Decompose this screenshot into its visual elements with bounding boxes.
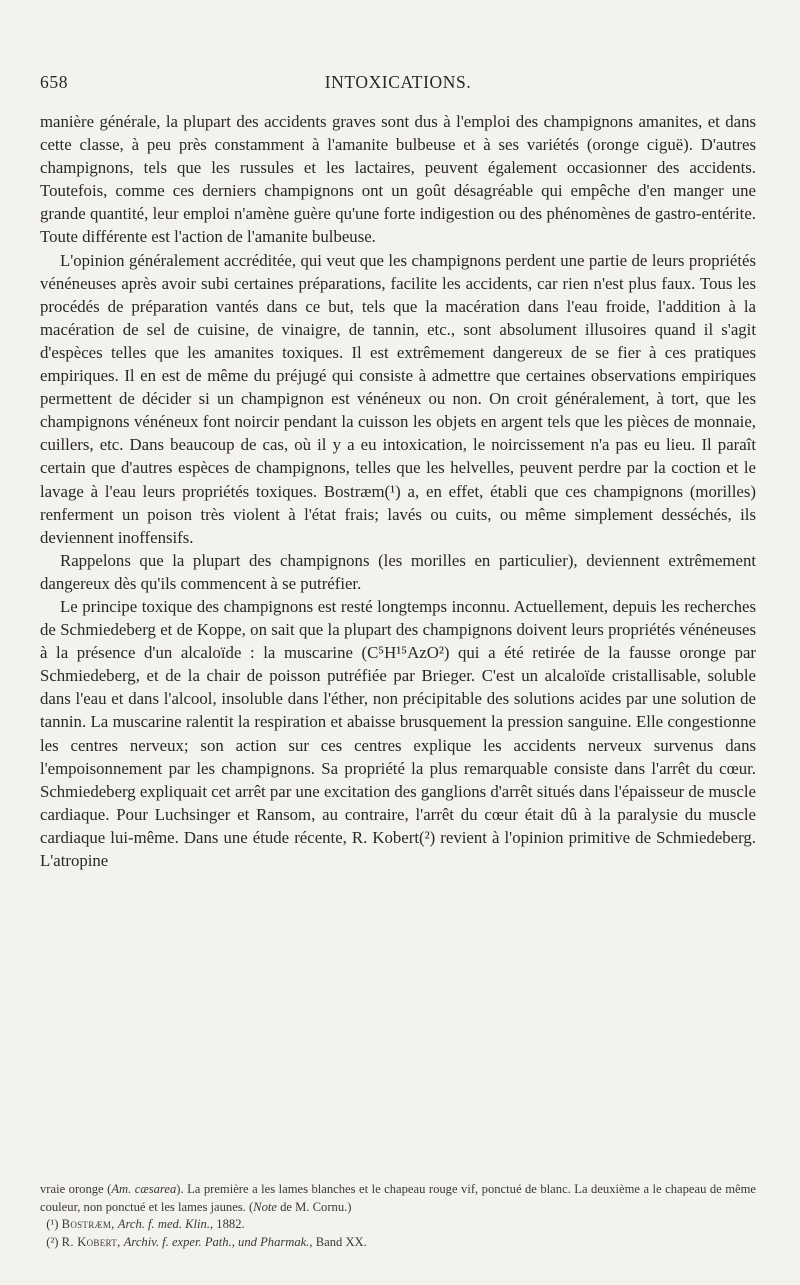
paragraph-1: manière générale, la plupart des accidents graves sont dus à l'emploi des champignons amanites, et dans cette classe, à peu près constamment à l'amanite bulbeuse et à ses variétés (oronge ciguë). D'autres champignons, tels que les russules et les lactaires, peuvent également occasionner des accidents. Toutefois, comme ces derniers champignons ont un goût désagréable qui empêche d'en manger une grande quantité, leur emploi n'amène guère qu'une forte indigestion ou des phénomènes de gastro-entérite. Toute différente est l'action de l'amanite bulbeuse.: [40, 112, 756, 247]
page-number: 658: [40, 72, 69, 92]
paragraph-3: Rappelons que la plupart des champignons (les morilles en particulier), deviennent extrêmement dangereux dès qu'ils commencent à se putréfier.: [40, 550, 756, 593]
running-head: [40, 72, 756, 94]
footnotes: [40, 1181, 756, 1251]
body-text: [40, 110, 756, 872]
paragraph-2: L'opinion généralement accréditée, qui veut que les champignons perdent une partie de leurs propriétés vénéneuses après avoir subi certaines préparations, facilite les accidents, car rien n'est plus faux. Tous les procédés de préparation vantés dans ce but, tels que la macération dans l'eau froide, l'addition à la macération de sel de cuisine, de vinaigre, de tannin, etc., sont absolument illusoires quand il s'agit d'espèces telles que les amanites toxiques. Il est extrêmement dangereux de se fier à ces pratiques empiriques. Il en est de même du préjugé qui consiste à admettre que certaines observations empiriques permettent de décider si un champignon est vénéneux ou non. On croit généralement, à tort, que les champignons vénéneux font noircir pendant la cuisson les objets en argent tels que les pièces de monnaie, cuillers, etc. Dans beaucoup de cas, où il y a eu intoxication, le noircissement n'a pas eu lieu. Il paraît certain que d'autres espèces de champignons, telles que les helvelles, peuvent perdre par la coction et le lavage à l'eau leurs propriétés toxiques. Bostræm(¹) a, en effet, établi que ces champignons (morilles) renferment un poison très violent à l'état frais; lavés ou cuits, ou même simplement desséchés, ils deviennent inoffensifs.: [40, 250, 756, 547]
continued-footnote: vraie oronge (Am. cæsarea). La première a les lames blanches et le chapeau rouge vif, ponctué de blanc. La deuxième a le chapeau de même couleur, non ponctué et les lames jaunes. (Note de M. Cornu.): [40, 1182, 757, 1214]
running-title: INTOXICATIONS.: [324, 72, 472, 92]
footnote-2: (²) R. Kobert, Archiv. f. exper. Path., und Pharmak., Band XX.: [46, 1234, 367, 1249]
paragraph-4: Le principe toxique des champignons est resté longtemps inconnu. Actuellement, depuis les recherches de Schmiedeberg et de Koppe, on sait que la plupart des champignons doivent leurs propriétés vénéneuses à la présence d'un alcaloïde : la muscarine (C⁵H¹⁵AzO²) qui a été retirée de la fausse oronge par Schmiedeberg, et de la chair de poisson putréfiée par Brieger. C'est un alcaloïde cristallisable, soluble dans l'eau et dans l'alcool, insoluble dans l'éther, non précipitable des solutions acides par une solution de tannin. La muscarine ralentit la respiration et abaisse brusquement la pression sanguine. Elle congestionne les centres nerveux; son action sur ces centres explique les accidents nerveux survenus dans l'empoisonnement par les champignons. Sa propriété la plus remarquable consiste dans l'arrêt du cœur. Schmiedeberg expliquait cet arrêt par une excitation des ganglions d'arrêt situés dans l'épaisseur de muscle cardiaque. Pour Luchsinger et Ransom, au contraire, l'arrêt du cœur était dû à la paralysie du muscle cardiaque lui-même. Dans une étude récente, R. Kobert(²) revient à l'opinion primitive de Schmiedeberg. L'atropine: [40, 596, 756, 870]
footnote-1: (¹) Bostræm, Arch. f. med. Klin., 1882.: [46, 1217, 245, 1232]
